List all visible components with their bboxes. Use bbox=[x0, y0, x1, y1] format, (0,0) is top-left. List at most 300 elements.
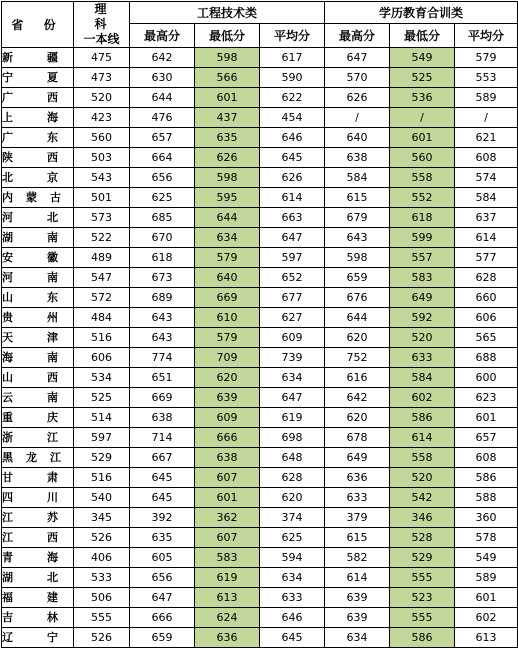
province-cell bbox=[2, 468, 92, 488]
edu-min-cell: 618 bbox=[390, 208, 455, 228]
edu-avg-cell: 623 bbox=[455, 388, 518, 408]
edu-min-cell: 555 bbox=[390, 608, 455, 628]
province-cell bbox=[2, 48, 92, 68]
eng-min-cell: 613 bbox=[195, 588, 260, 608]
tier-line-cell: 543 bbox=[74, 168, 130, 188]
edu-avg-cell: 589 bbox=[455, 568, 518, 588]
edu-max-cell: 615 bbox=[325, 528, 390, 548]
eng-min-cell: 635 bbox=[195, 128, 260, 148]
tier-line-cell: 526 bbox=[74, 628, 130, 648]
table-row bbox=[2, 528, 518, 548]
tier-line-cell: 516 bbox=[74, 328, 130, 348]
province-cell bbox=[2, 388, 92, 408]
edu-min-cell: 557 bbox=[390, 248, 455, 268]
table-row bbox=[2, 448, 518, 468]
province-name: 福建 bbox=[2, 591, 92, 604]
edu-max-cell: 634 bbox=[325, 628, 390, 648]
edu-min-cell: 584 bbox=[390, 368, 455, 388]
eng-max-cell: 642 bbox=[130, 48, 195, 68]
edu-min-cell: 346 bbox=[390, 508, 455, 528]
edu-min-cell: 586 bbox=[390, 408, 455, 428]
table-row bbox=[2, 428, 518, 448]
tier-line-cell: 522 bbox=[74, 228, 130, 248]
province-cell bbox=[2, 188, 74, 208]
table-row bbox=[2, 388, 518, 408]
edu-avg-cell: 584 bbox=[455, 188, 518, 208]
eng-max-cell: 643 bbox=[130, 328, 195, 348]
tier-line-cell: 473 bbox=[74, 68, 130, 88]
province-cell bbox=[2, 448, 74, 468]
edu-min-cell: 558 bbox=[390, 448, 455, 468]
eng-min-cell: 598 bbox=[195, 168, 260, 188]
edu-max-cell: 379 bbox=[325, 508, 390, 528]
edu-max-cell: 633 bbox=[325, 488, 390, 508]
eng-max-cell: 647 bbox=[130, 588, 195, 608]
eng-min-cell: 639 bbox=[195, 388, 260, 408]
province-cell bbox=[2, 348, 92, 368]
province-name: 宁夏 bbox=[2, 71, 92, 84]
province-cell bbox=[2, 308, 92, 328]
eng-avg-cell: 634 bbox=[260, 568, 325, 588]
edu-min-cell: 520 bbox=[390, 328, 455, 348]
eng-min-cell: 579 bbox=[195, 328, 260, 348]
province-cell bbox=[2, 128, 92, 148]
eng-min-cell: 610 bbox=[195, 308, 260, 328]
eng-max-cell: 670 bbox=[130, 228, 195, 248]
eng-min-cell: 666 bbox=[195, 428, 260, 448]
edu-min-cell: 601 bbox=[390, 128, 455, 148]
province-name: 内蒙古 bbox=[2, 191, 74, 204]
edu-max-cell: 626 bbox=[325, 88, 390, 108]
eng-max-cell: 643 bbox=[130, 308, 195, 328]
province-cell bbox=[2, 408, 92, 428]
edu-avg-cell: 589 bbox=[455, 88, 518, 108]
eng-min-cell: 583 bbox=[195, 548, 260, 568]
tier-line-cell: 555 bbox=[74, 608, 130, 628]
province-cell bbox=[2, 568, 92, 588]
eng-max-cell: 657 bbox=[130, 128, 195, 148]
province-name: 安徽 bbox=[2, 251, 92, 264]
province-name: 吉林 bbox=[2, 611, 92, 624]
edu-max-cell: 644 bbox=[325, 308, 390, 328]
edu-min-cell: 528 bbox=[390, 528, 455, 548]
eng-min-cell: 619 bbox=[195, 568, 260, 588]
tier-line-cell: 489 bbox=[74, 248, 130, 268]
table-row bbox=[2, 168, 518, 188]
edu-min-header: 最低分 bbox=[390, 24, 455, 48]
province-cell bbox=[2, 428, 92, 448]
eng-min-cell: 609 bbox=[195, 408, 260, 428]
header-row-groups bbox=[2, 2, 518, 24]
edu-min-cell: 599 bbox=[390, 228, 455, 248]
tier-line-cell: 484 bbox=[74, 308, 130, 328]
tier-line-cell: 606 bbox=[74, 348, 130, 368]
edu-avg-cell: 628 bbox=[455, 268, 518, 288]
edu-avg-cell: 688 bbox=[455, 348, 518, 368]
province-name: 重庆 bbox=[2, 411, 92, 424]
eng-avg-cell: 645 bbox=[260, 148, 325, 168]
eng-min-cell: 636 bbox=[195, 628, 260, 648]
score-table-container bbox=[1, 1, 517, 644]
eng-max-cell: 630 bbox=[130, 68, 195, 88]
edu-min-cell: 633 bbox=[390, 348, 455, 368]
province-name: 黑龙江 bbox=[2, 451, 74, 464]
eng-avg-cell: 627 bbox=[260, 308, 325, 328]
tier-line-cell: 525 bbox=[74, 388, 130, 408]
eng-avg-cell: 374 bbox=[260, 508, 325, 528]
eng-max-cell: 392 bbox=[130, 508, 195, 528]
edu-avg-cell: 586 bbox=[455, 468, 518, 488]
edu-min-cell: 549 bbox=[390, 48, 455, 68]
table-row bbox=[2, 548, 518, 568]
eng-avg-cell: 620 bbox=[260, 488, 325, 508]
eng-min-cell: 595 bbox=[195, 188, 260, 208]
edu-avg-header: 平均分 bbox=[455, 24, 518, 48]
edu-max-cell: 649 bbox=[325, 448, 390, 468]
province-cell bbox=[2, 628, 92, 648]
eng-avg-header: 平均分 bbox=[260, 24, 325, 48]
edu-min-cell: / bbox=[390, 108, 455, 128]
table-row bbox=[2, 488, 518, 508]
edu-max-cell: 639 bbox=[325, 608, 390, 628]
table-row bbox=[2, 568, 518, 588]
province-column-header: 省 份 bbox=[2, 2, 74, 48]
edu-max-cell: 598 bbox=[325, 248, 390, 268]
province-cell bbox=[2, 508, 92, 528]
edu-min-cell: 592 bbox=[390, 308, 455, 328]
table-row bbox=[2, 188, 518, 208]
education-group-header: 学历教育合训类 bbox=[325, 2, 518, 24]
table-row bbox=[2, 588, 518, 608]
edu-max-cell: 615 bbox=[325, 188, 390, 208]
province-cell bbox=[2, 108, 92, 128]
province-name: 云南 bbox=[2, 391, 92, 404]
edu-avg-cell: 657 bbox=[455, 428, 518, 448]
eng-max-cell: 645 bbox=[130, 488, 195, 508]
edu-avg-cell: 601 bbox=[455, 588, 518, 608]
edu-max-cell: / bbox=[325, 108, 390, 128]
table-row bbox=[2, 148, 518, 168]
edu-max-cell: 676 bbox=[325, 288, 390, 308]
eng-max-cell: 638 bbox=[130, 408, 195, 428]
eng-avg-cell: 622 bbox=[260, 88, 325, 108]
edu-avg-cell: 614 bbox=[455, 228, 518, 248]
province-cell bbox=[2, 208, 92, 228]
tier-line-cell: 503 bbox=[74, 148, 130, 168]
edu-avg-cell: 608 bbox=[455, 448, 518, 468]
edu-min-cell: 529 bbox=[390, 548, 455, 568]
province-cell bbox=[2, 228, 92, 248]
edu-min-cell: 520 bbox=[390, 468, 455, 488]
eng-max-cell: 625 bbox=[130, 188, 195, 208]
province-name: 山西 bbox=[2, 371, 92, 384]
province-name: 天津 bbox=[2, 331, 92, 344]
edu-avg-cell: 549 bbox=[455, 548, 518, 568]
eng-avg-cell: 619 bbox=[260, 408, 325, 428]
table-row bbox=[2, 128, 518, 148]
edu-min-cell: 649 bbox=[390, 288, 455, 308]
eng-avg-cell: 625 bbox=[260, 528, 325, 548]
eng-min-cell: 607 bbox=[195, 468, 260, 488]
eng-min-cell: 437 bbox=[195, 108, 260, 128]
eng-min-header: 最低分 bbox=[195, 24, 260, 48]
province-cell bbox=[2, 368, 92, 388]
province-name: 湖南 bbox=[2, 231, 92, 244]
eng-max-cell: 651 bbox=[130, 368, 195, 388]
edu-avg-cell: 553 bbox=[455, 68, 518, 88]
admission-score-table bbox=[1, 1, 518, 648]
table-row bbox=[2, 88, 518, 108]
tier-line-cell: 547 bbox=[74, 268, 130, 288]
province-name: 海南 bbox=[2, 351, 92, 364]
eng-avg-cell: 652 bbox=[260, 268, 325, 288]
tier-line-cell: 345 bbox=[74, 508, 130, 528]
edu-min-cell: 586 bbox=[390, 628, 455, 648]
eng-min-cell: 579 bbox=[195, 248, 260, 268]
table-row bbox=[2, 308, 518, 328]
edu-avg-cell: 608 bbox=[455, 148, 518, 168]
table-row bbox=[2, 408, 518, 428]
eng-min-cell: 640 bbox=[195, 268, 260, 288]
eng-max-cell: 666 bbox=[130, 608, 195, 628]
edu-max-cell: 678 bbox=[325, 428, 390, 448]
province-name: 河北 bbox=[2, 211, 92, 224]
eng-avg-cell: 646 bbox=[260, 128, 325, 148]
edu-avg-cell: 637 bbox=[455, 208, 518, 228]
tier-line-cell: 406 bbox=[74, 548, 130, 568]
eng-min-cell: 601 bbox=[195, 88, 260, 108]
eng-min-cell: 624 bbox=[195, 608, 260, 628]
province-name: 山东 bbox=[2, 291, 92, 304]
province-name: 广东 bbox=[2, 131, 92, 144]
eng-avg-cell: 663 bbox=[260, 208, 325, 228]
eng-max-cell: 635 bbox=[130, 528, 195, 548]
table-row bbox=[2, 348, 518, 368]
edu-avg-cell: 578 bbox=[455, 528, 518, 548]
eng-min-cell: 709 bbox=[195, 348, 260, 368]
eng-min-cell: 626 bbox=[195, 148, 260, 168]
edu-min-cell: 523 bbox=[390, 588, 455, 608]
tier-line-cell: 423 bbox=[74, 108, 130, 128]
eng-min-cell: 669 bbox=[195, 288, 260, 308]
table-row bbox=[2, 108, 518, 128]
eng-min-cell: 634 bbox=[195, 228, 260, 248]
province-cell bbox=[2, 328, 92, 348]
edu-max-cell: 642 bbox=[325, 388, 390, 408]
tier-line-cell: 534 bbox=[74, 368, 130, 388]
table-header bbox=[2, 2, 518, 48]
eng-min-cell: 620 bbox=[195, 368, 260, 388]
eng-max-cell: 645 bbox=[130, 468, 195, 488]
eng-avg-cell: 648 bbox=[260, 448, 325, 468]
eng-avg-cell: 647 bbox=[260, 228, 325, 248]
province-name: 湖北 bbox=[2, 571, 92, 584]
edu-min-cell: 560 bbox=[390, 148, 455, 168]
province-name: 北京 bbox=[2, 171, 92, 184]
tier-line-cell: 533 bbox=[74, 568, 130, 588]
tier-line-cell: 516 bbox=[74, 468, 130, 488]
province-name: 甘肃 bbox=[2, 471, 92, 484]
edu-max-cell: 640 bbox=[325, 128, 390, 148]
table-row bbox=[2, 288, 518, 308]
edu-min-cell: 536 bbox=[390, 88, 455, 108]
tier-line-cell: 573 bbox=[74, 208, 130, 228]
tier-line-cell: 529 bbox=[74, 448, 130, 468]
tier-line-cell: 520 bbox=[74, 88, 130, 108]
eng-min-cell: 598 bbox=[195, 48, 260, 68]
edu-min-cell: 555 bbox=[390, 568, 455, 588]
edu-max-cell: 679 bbox=[325, 208, 390, 228]
edu-min-cell: 602 bbox=[390, 388, 455, 408]
table-row bbox=[2, 628, 518, 648]
province-cell bbox=[2, 288, 92, 308]
eng-avg-cell: 614 bbox=[260, 188, 325, 208]
eng-min-cell: 566 bbox=[195, 68, 260, 88]
province-name: 广西 bbox=[2, 91, 92, 104]
table-row bbox=[2, 248, 518, 268]
province-cell bbox=[2, 168, 92, 188]
tier-line-header-bottom: 一本线 bbox=[83, 32, 120, 46]
eng-avg-cell: 590 bbox=[260, 68, 325, 88]
tier-line-cell: 475 bbox=[74, 48, 130, 68]
eng-avg-cell: 617 bbox=[260, 48, 325, 68]
edu-avg-cell: 588 bbox=[455, 488, 518, 508]
edu-avg-cell: 360 bbox=[455, 508, 518, 528]
edu-max-cell: 639 bbox=[325, 588, 390, 608]
eng-max-cell: 685 bbox=[130, 208, 195, 228]
edu-avg-cell: 600 bbox=[455, 368, 518, 388]
province-cell bbox=[2, 88, 92, 108]
edu-max-cell: 752 bbox=[325, 348, 390, 368]
eng-avg-cell: 633 bbox=[260, 588, 325, 608]
eng-max-cell: 618 bbox=[130, 248, 195, 268]
table-body bbox=[2, 48, 518, 648]
edu-avg-cell: 579 bbox=[455, 48, 518, 68]
tier-line-cell: 560 bbox=[74, 128, 130, 148]
edu-max-cell: 643 bbox=[325, 228, 390, 248]
eng-avg-cell: 739 bbox=[260, 348, 325, 368]
tier-line-cell: 501 bbox=[74, 188, 130, 208]
edu-min-cell: 542 bbox=[390, 488, 455, 508]
table-row bbox=[2, 48, 518, 68]
eng-max-cell: 667 bbox=[130, 448, 195, 468]
edu-max-cell: 638 bbox=[325, 148, 390, 168]
edu-max-cell: 582 bbox=[325, 548, 390, 568]
province-name: 陕西 bbox=[2, 151, 92, 164]
eng-min-cell: 601 bbox=[195, 488, 260, 508]
eng-max-cell: 673 bbox=[130, 268, 195, 288]
edu-avg-cell: 577 bbox=[455, 248, 518, 268]
province-name: 河南 bbox=[2, 271, 92, 284]
province-cell bbox=[2, 548, 92, 568]
table-row bbox=[2, 368, 518, 388]
province-name: 四川 bbox=[2, 491, 92, 504]
edu-avg-cell: 601 bbox=[455, 408, 518, 428]
province-cell bbox=[2, 588, 92, 608]
edu-avg-cell: 565 bbox=[455, 328, 518, 348]
tier-line-cell: 514 bbox=[74, 408, 130, 428]
tier-line-cell: 526 bbox=[74, 528, 130, 548]
province-name: 上海 bbox=[2, 111, 92, 124]
province-cell bbox=[2, 488, 92, 508]
edu-max-cell: 616 bbox=[325, 368, 390, 388]
table-row bbox=[2, 328, 518, 348]
edu-avg-cell: 574 bbox=[455, 168, 518, 188]
province-cell bbox=[2, 248, 92, 268]
eng-max-cell: 774 bbox=[130, 348, 195, 368]
province-name: 贵州 bbox=[2, 311, 92, 324]
edu-max-cell: 620 bbox=[325, 408, 390, 428]
table-row bbox=[2, 608, 518, 628]
edu-avg-cell: 613 bbox=[455, 628, 518, 648]
edu-avg-cell: / bbox=[455, 108, 518, 128]
tier-line-cell: 572 bbox=[74, 288, 130, 308]
province-name: 新疆 bbox=[2, 51, 92, 64]
eng-max-cell: 656 bbox=[130, 168, 195, 188]
eng-avg-cell: 634 bbox=[260, 368, 325, 388]
edu-max-cell: 584 bbox=[325, 168, 390, 188]
edu-min-cell: 614 bbox=[390, 428, 455, 448]
eng-avg-cell: 594 bbox=[260, 548, 325, 568]
tier-line-column-header bbox=[74, 2, 130, 48]
edu-max-cell: 570 bbox=[325, 68, 390, 88]
eng-avg-cell: 626 bbox=[260, 168, 325, 188]
eng-max-cell: 656 bbox=[130, 568, 195, 588]
table-row bbox=[2, 228, 518, 248]
edu-max-cell: 647 bbox=[325, 48, 390, 68]
eng-avg-cell: 628 bbox=[260, 468, 325, 488]
edu-avg-cell: 602 bbox=[455, 608, 518, 628]
tier-line-header-top: 理 科 bbox=[94, 2, 115, 31]
province-name: 青海 bbox=[2, 551, 92, 564]
edu-max-header: 最高分 bbox=[325, 24, 390, 48]
eng-avg-cell: 698 bbox=[260, 428, 325, 448]
eng-avg-cell: 645 bbox=[260, 628, 325, 648]
eng-avg-cell: 647 bbox=[260, 388, 325, 408]
edu-max-cell: 620 bbox=[325, 328, 390, 348]
eng-min-cell: 644 bbox=[195, 208, 260, 228]
eng-avg-cell: 646 bbox=[260, 608, 325, 628]
edu-avg-cell: 606 bbox=[455, 308, 518, 328]
table-row bbox=[2, 468, 518, 488]
edu-max-cell: 659 bbox=[325, 268, 390, 288]
edu-min-cell: 525 bbox=[390, 68, 455, 88]
eng-min-cell: 607 bbox=[195, 528, 260, 548]
edu-min-cell: 583 bbox=[390, 268, 455, 288]
table-row bbox=[2, 508, 518, 528]
province-name: 浙江 bbox=[2, 431, 92, 444]
tier-line-cell: 597 bbox=[74, 428, 130, 448]
eng-min-cell: 362 bbox=[195, 508, 260, 528]
table-row bbox=[2, 208, 518, 228]
table-row bbox=[2, 268, 518, 288]
eng-max-cell: 476 bbox=[130, 108, 195, 128]
engineering-group-header: 工程技术类 bbox=[130, 2, 325, 24]
province-name: 江西 bbox=[2, 531, 92, 544]
eng-min-cell: 638 bbox=[195, 448, 260, 468]
table-row bbox=[2, 68, 518, 88]
eng-avg-cell: 454 bbox=[260, 108, 325, 128]
province-name: 辽宁 bbox=[2, 631, 92, 644]
eng-avg-cell: 597 bbox=[260, 248, 325, 268]
eng-avg-cell: 677 bbox=[260, 288, 325, 308]
province-cell bbox=[2, 608, 92, 628]
province-cell bbox=[2, 528, 92, 548]
province-name: 江苏 bbox=[2, 511, 92, 524]
edu-max-cell: 614 bbox=[325, 568, 390, 588]
province-cell bbox=[2, 268, 92, 288]
eng-max-cell: 644 bbox=[130, 88, 195, 108]
